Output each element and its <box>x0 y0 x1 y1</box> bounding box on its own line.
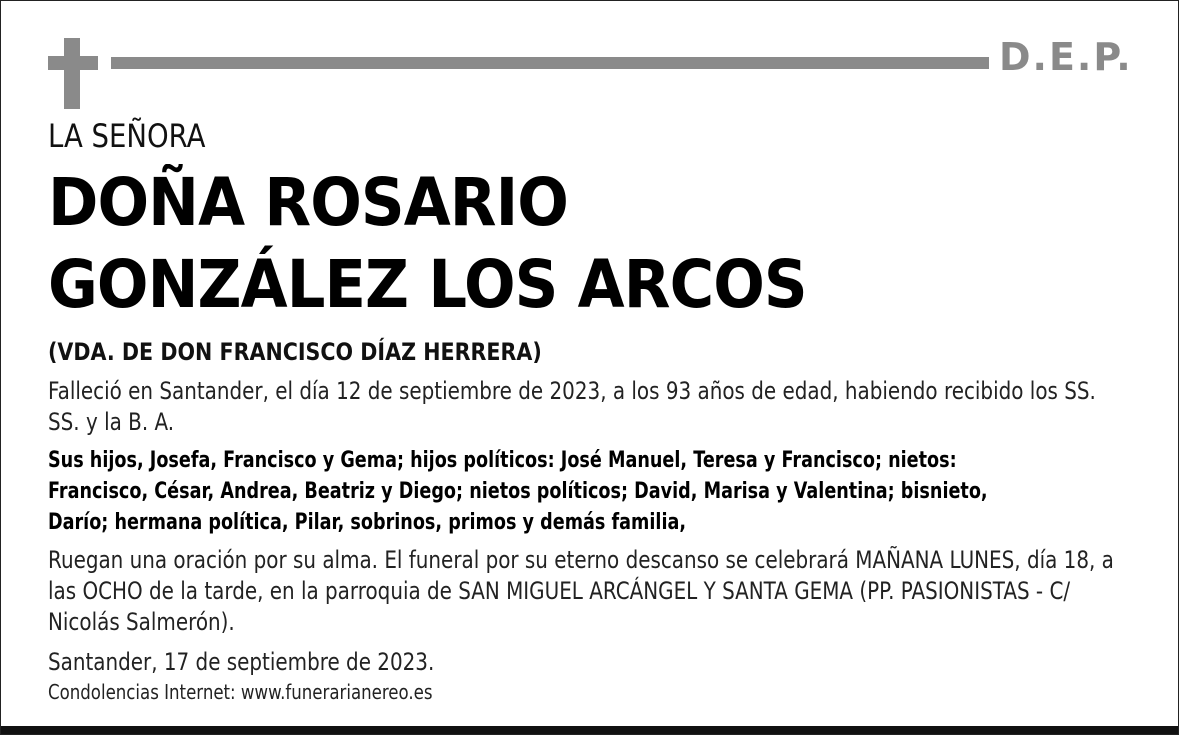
deceased-name-line1: DOÑA ROSARIO <box>48 164 569 241</box>
header-rule <box>111 57 989 69</box>
deceased-name-line2: GONZÁLEZ LOS ARCOS <box>48 246 807 323</box>
family-list: Sus hijos, Josefa, Francisco y Gema; hijos políticos: José Manuel, Teresa y Francisco; nietos: Francisco, César, Andrea, Beatriz y Diego; nietos políticos; David, Marisa y Valentina; bisnieto, Darío; hermana política, Pilar, sobrinos, primos y demás familia, <box>48 448 988 535</box>
place-date: Santander, 17 de septiembre de 2023. <box>48 648 435 676</box>
widow-of: (VDA. DE DON FRANCISCO DÍAZ HERRERA) <box>48 338 542 366</box>
cross-horizontal-bar <box>48 56 98 70</box>
dep-label: D.E.P. <box>999 35 1133 79</box>
bottom-rule <box>1 726 1178 734</box>
death-announcement: Falleció en Santander, el día 12 de septiembre de 2023, a los 93 años de edad, habiendo recibido los SS. SS. y la B. A. <box>48 377 1096 436</box>
funeral-announcement: Ruegan una oración por su alma. El funeral por su eterno descanso se celebrará MAÑANA LUNES, día 18, a las OCHO de la tarde, en la parroquia de SAN MIGUEL ARCÁNGEL Y SANTA GEMA (PP. PASIONISTAS - C/ Nicolás Salmerón). <box>48 546 1114 636</box>
salutation: LA SEÑORA <box>48 117 206 155</box>
condolences-link[interactable]: Condolencias Internet: www.funerarianereo.es <box>48 680 433 704</box>
cross-vertical-bar <box>64 38 80 109</box>
